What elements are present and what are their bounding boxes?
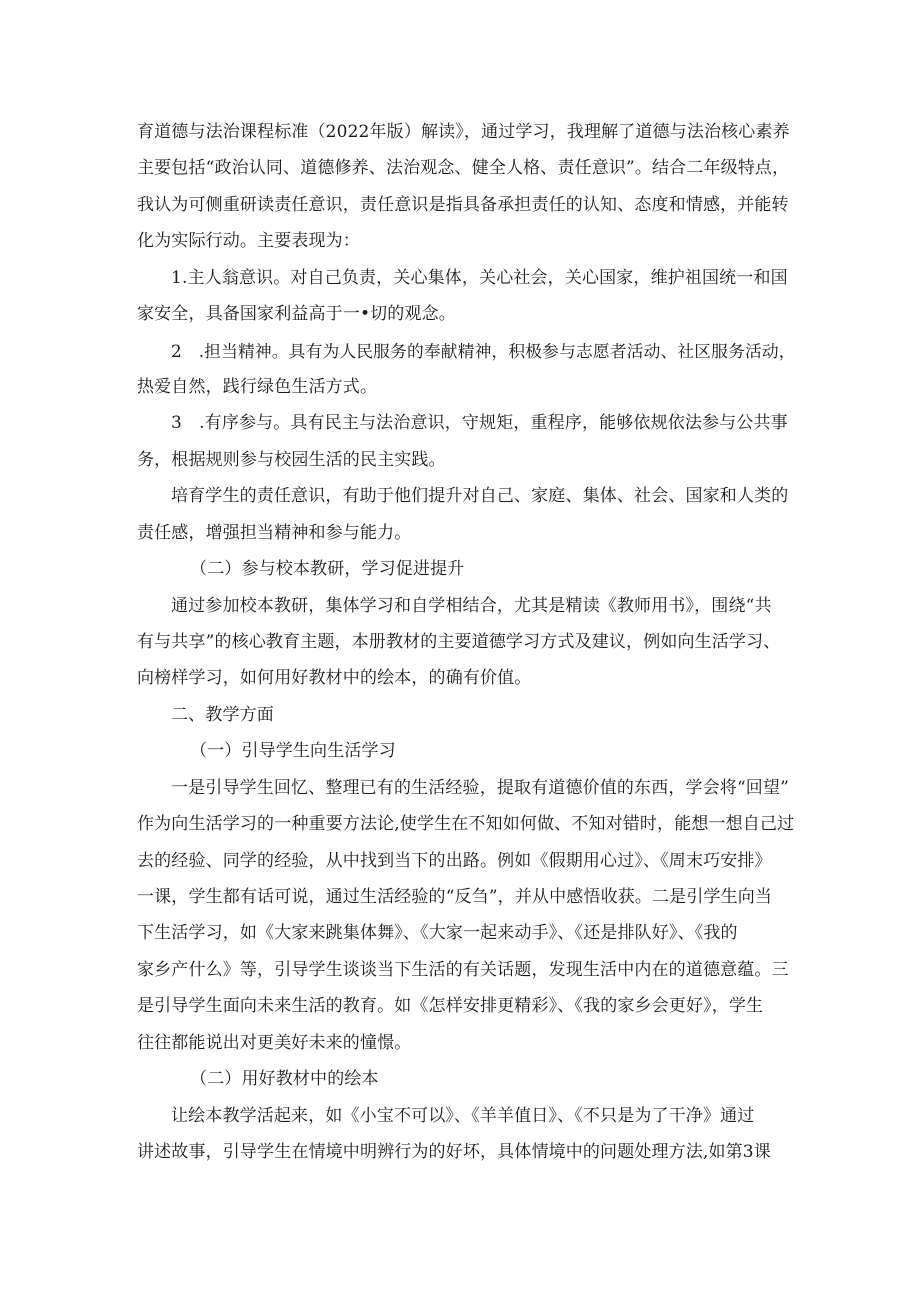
text-line: 去的经验、同学的经验，从中找到当下的出路。例如《假期用心过》、《周末巧安排》 <box>137 851 772 871</box>
text-line: 1.主人翁意识。对自己负责，关心集体，关心社会，关心国家，维护祖国统一和国 <box>171 268 788 288</box>
text-line: 一是引导学生回忆、整理已有的生活经验，提取有道德价值的东西，学会将“回望” <box>171 778 789 798</box>
section-heading: 二、教学方面 <box>171 705 274 725</box>
text-line: 务，根据规则参与校园生活的民主实践。 <box>137 450 446 470</box>
section-heading: （二）用好教材中的绘本 <box>190 1069 379 1089</box>
text-line: 培育学生的责任意识，有助于他们提升对自己、家庭、集体、社会、国家和人类的 <box>171 486 789 506</box>
text-line: 一课，学生都有话可说，通过生活经验的“反刍”，并从中感悟收获。二是引学生向当 <box>137 887 773 907</box>
text-line: 让绘本教学活起来，如《小宝不可以》、《羊羊值日》、《不只是为了干净》通过 <box>171 1106 755 1126</box>
text-line: 家安全，具备国家利益高于一•切的观念。 <box>137 304 456 324</box>
text-line: 我认为可侧重研读责任意识，责任意识是指具备承担责任的认知、态度和情感，并能转 <box>137 195 789 215</box>
text-line: 有与共享”的核心教育主题，本册教材的主要道德学习方式及建议，例如向生活学习、 <box>137 632 781 652</box>
section-heading: （一）引导学生向生活学习 <box>190 741 396 761</box>
text-line: 是引导学生面向未来生活的教育。如《怎样安排更精彩》、《我的家乡会更好》，学生 <box>137 996 764 1016</box>
text-line: 讲述故事，引导学生在情境中明辨行为的好坏，具体情境中的问题处理方法,如第3课 <box>137 1142 771 1162</box>
text-line: 主要包括“政治认同、道德修养、法治观念、健全人格、责任意识”。结合二年级特点， <box>137 158 790 178</box>
text-line: 作为向生活学习的一种重要方法论,使学生在不知如何做、不知对错时，能想一想自己过 <box>137 814 795 834</box>
text-line: 责任感，增强担当精神和参与能力。 <box>137 523 412 543</box>
section-heading: （二）参与校本教研，学习促进提升 <box>190 559 465 579</box>
text-line: 往往都能说出对更美好未来的憧憬。 <box>137 1033 412 1053</box>
text-line: 热爱自然，践行绿色生活方式。 <box>137 377 378 397</box>
text-line: 下生活学习，如《大家来跳集体舞》、《大家一起来动手》、《还是排队好》、《我的 <box>137 923 738 943</box>
text-line: 家乡产什么》等，引导学生谈谈当下生活的有关话题，发现生活中内在的道德意蕴。三 <box>137 960 789 980</box>
text-line: 通过参加校本教研，集体学习和自学相结合，尤其是精读《教师用书》，围绕“共 <box>171 596 772 616</box>
text-line: 育道德与法治课程标准（2022年版）解读》，通过学习，我理解了道德与法治核心素养 <box>137 122 790 142</box>
text-line: 向榜样学习，如何用好教材中的绘本，的确有价值。 <box>137 668 532 688</box>
text-line: 3 .有序参与。具有民主与法治意识，守规矩，重程序，能够依规依法参与公共事 <box>171 413 788 433</box>
text-line: 2 .担当精神。具有为人民服务的奉献精神，积极参与志愿者活动、社区服务活动， <box>171 341 796 361</box>
text-line: 化为实际行动。主要表现为： <box>137 231 360 251</box>
